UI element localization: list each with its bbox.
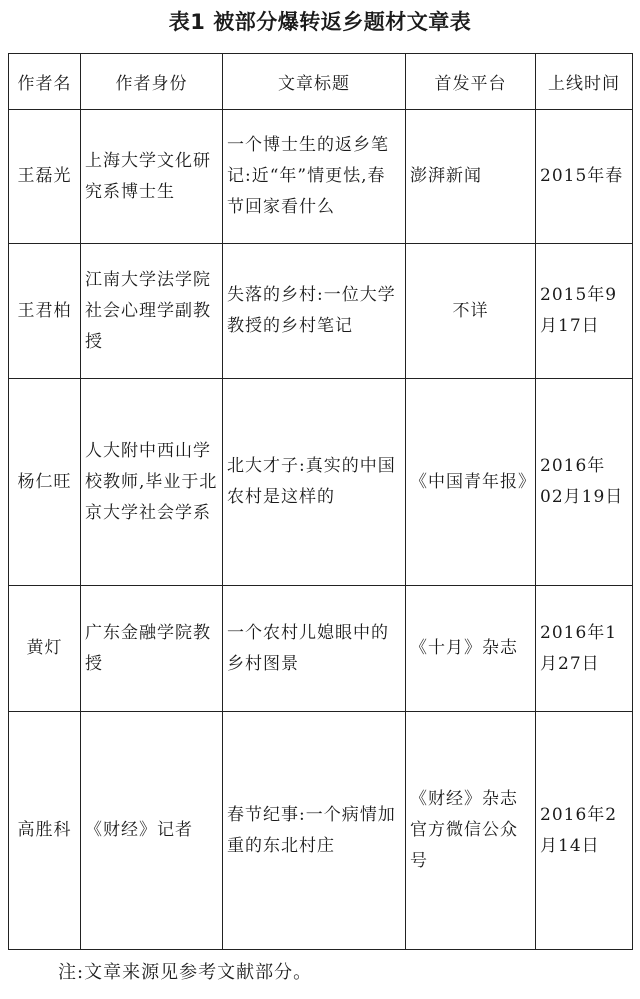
footnote: 注:文章来源见参考文献部分。	[58, 962, 313, 983]
platform-cell: 《中国青年报》	[406, 379, 536, 586]
identity-cell: 广东金融学院教授	[81, 586, 223, 712]
identity-cell: 人大附中西山学校教师,毕业于北京大学社会学系	[81, 379, 223, 586]
date-cell: 2016年2月14日	[536, 712, 633, 950]
author-cell: 高胜科	[9, 712, 81, 950]
table-title: 表1 被部分爆转返乡题材文章表	[168, 10, 472, 34]
table-row	[9, 586, 633, 712]
date-cell: 2015年9月17日	[536, 244, 633, 379]
identity-cell: 《财经》记者	[81, 712, 223, 950]
table-row	[9, 379, 633, 586]
identity-cell: 江南大学法学院社会心理学副教授	[81, 244, 223, 379]
article-cell: 北大才子:真实的中国农村是这样的	[223, 379, 406, 586]
header-article: 文章标题	[223, 54, 406, 110]
article-cell: 一个农村儿媳眼中的乡村图景	[223, 586, 406, 712]
author-cell: 黄灯	[9, 586, 81, 712]
header-date: 上线时间	[536, 54, 633, 110]
header-author: 作者名	[9, 54, 81, 110]
article-cell: 失落的乡村:一位大学教授的乡村笔记	[223, 244, 406, 379]
platform-cell: 《十月》杂志	[406, 586, 536, 712]
date-cell: 2016年02月19日	[536, 379, 633, 586]
article-table	[8, 53, 633, 950]
header-row	[9, 54, 633, 110]
table-row	[9, 712, 633, 950]
platform-cell: 澎湃新闻	[406, 110, 536, 244]
author-cell: 王君柏	[9, 244, 81, 379]
article-cell: 春节纪事:一个病情加重的东北村庄	[223, 712, 406, 950]
header-platform: 首发平台	[406, 54, 536, 110]
platform-cell: 不详	[406, 244, 536, 379]
date-cell: 2015年春	[536, 110, 633, 244]
date-cell: 2016年1月27日	[536, 586, 633, 712]
platform-cell: 《财经》杂志官方微信公众号	[406, 712, 536, 950]
author-cell: 王磊光	[9, 110, 81, 244]
author-cell: 杨仁旺	[9, 379, 81, 586]
header-identity: 作者身份	[81, 54, 223, 110]
table-row	[9, 110, 633, 244]
article-cell: 一个博士生的返乡笔记:近“年”情更怯,春节回家看什么	[223, 110, 406, 244]
table-row	[9, 244, 633, 379]
identity-cell: 上海大学文化研究系博士生	[81, 110, 223, 244]
